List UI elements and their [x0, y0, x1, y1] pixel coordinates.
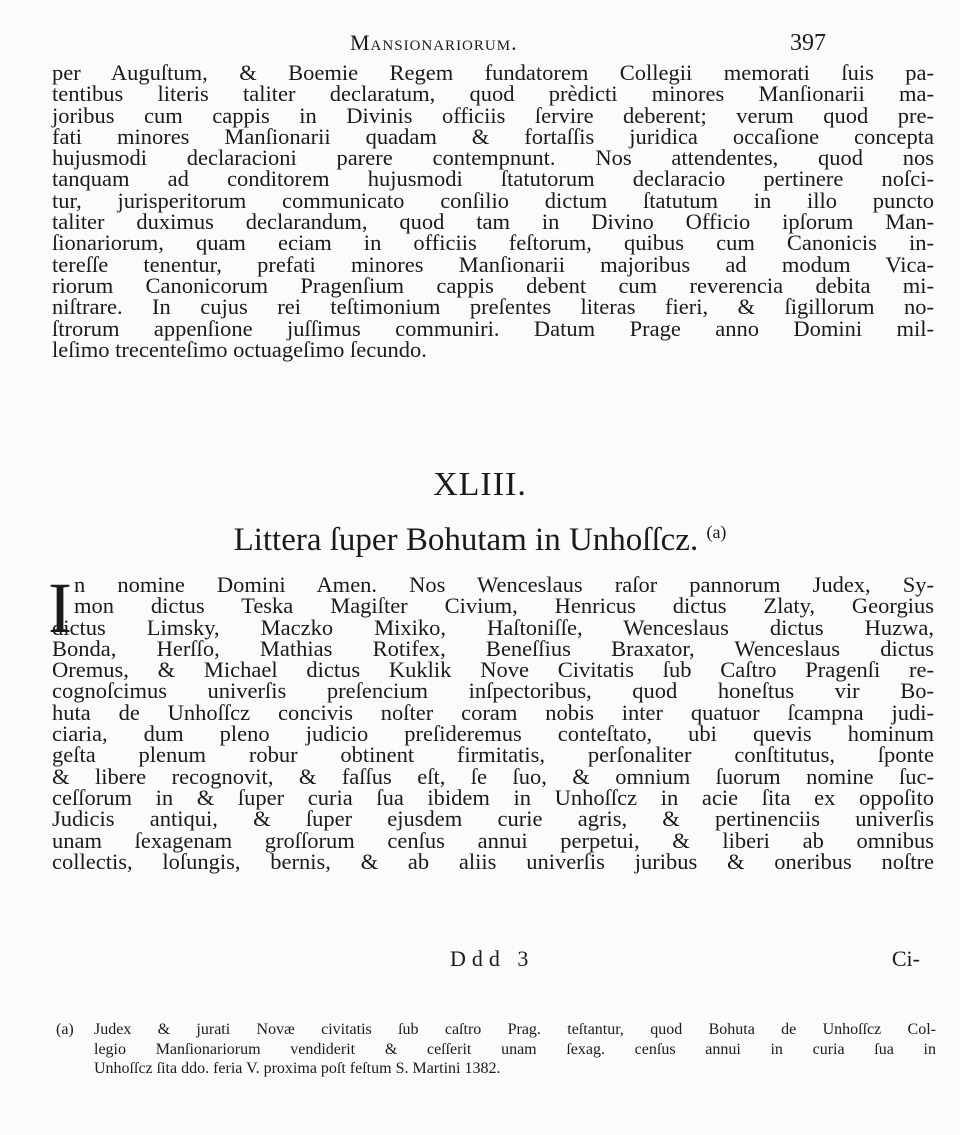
text-line: Oremus, & Michael dictus Kuklik Nove Civitatis ſub Caſtro Pragenſi re- — [52, 657, 934, 683]
text-line: taliter duximus declarandum, quod tam in Divino Officio ipſorum Man- — [52, 209, 934, 235]
text-line: niſtrare. In cujus rei teſtimonium preſentes literas fieri, & ſigillorum no- — [52, 294, 934, 320]
text-line: collectis, loſungis, bernis, & ab aliis univerſis juribus & oneribus noſtre — [52, 848, 934, 874]
text-line: ſionariorum, quam eciam in officiis feſtorum, quibus cum Canonicis in- — [52, 230, 934, 256]
body-text-bottom — [52, 574, 934, 872]
text-line: ceſſorum in & ſuper curia ſua ibidem in Unhoſſcz in acie ſita ex oppoſito — [52, 784, 934, 810]
text-line: cognoſcimus univerſis preſencium inſpectoribus, quod honeſtus vir Bo- — [52, 678, 934, 704]
text-line: ſtrorum appenſione juſſimus communiri. Datum Prage anno Domini mil- — [52, 315, 934, 341]
section-title-text: Littera ſuper Bohutam in Unhoſſcz. — [233, 522, 699, 558]
catchword: Ci- — [891, 946, 920, 971]
drop-cap: I — [48, 568, 72, 648]
footnote-line — [56, 1020, 936, 1040]
footnote-reference: (a) — [706, 522, 727, 542]
text-line: Judicis antiqui, & ſuper ejusdem curie agris, & pertinenciis univerſis — [52, 806, 934, 832]
text-line: fati minores Manſionarii quadam & fortaſſis juridica occaſione concepta — [52, 123, 934, 149]
text-line: tur, jurisperitorum communicato conſilio dictum ſtatutum in illo puncto — [52, 187, 934, 213]
text-line: geſta plenum robur obtinent firmitatis, perſonaliter conſtitutus, ſponte — [52, 742, 934, 768]
section-title — [0, 522, 960, 559]
footnote — [56, 1020, 936, 1079]
footnote-mark: (a) — [56, 1021, 74, 1038]
page-number: 397 — [790, 30, 826, 56]
text-line: joribus cum cappis in Divinis officiis ſervire deberent; verum quod pre- — [52, 102, 934, 128]
text-line: & libere recognovit, & faſſus eſt, ſe ſuo, & omnium ſuorum nomine ſuc- — [52, 763, 934, 789]
running-title: Mansionariorum. — [350, 30, 518, 55]
text-line: unam ſexagenam groſſorum cenſus annui perpetui, & liberi ab omnibus — [52, 827, 934, 853]
text-line: hujusmodi declaracioni parere contempnunt. Nos attendentes, quod nos — [52, 145, 934, 171]
section-number: XLIII. — [433, 466, 527, 503]
text-line: ciaria, dum pleno judicio preſideremus conteſtato, ubi quevis hominum — [52, 721, 934, 747]
signature-mark: Ddd 3 — [450, 946, 535, 971]
footnote-line: legio Manſionariorum vendiderit & ceſſerit unam ſexag. cenſus annui in curia ſua in — [94, 1040, 936, 1058]
text-line: per Auguſtum, & Boemie Regem fundatorem Collegii memorati ſuis pa- — [52, 60, 934, 85]
text-line: mon dictus Teska Magiſter Civium, Henricus dictus Zlaty, Georgius — [74, 593, 934, 619]
text-line: riorum Canonicorum Pragenſium cappis debent cum reverencia debita mi- — [52, 272, 934, 298]
text-line: n nomine Domini Amen. Nos Wenceslaus raſor pannorum Judex, Sy- — [74, 572, 934, 597]
text-line: tentibus literis taliter declaratum, quod prèdicti minores Manſionarii ma- — [52, 81, 934, 107]
text-line: Bonda, Herſſo, Mathias Rotifex, Beneſſius Braxator, Wenceslaus dictus — [52, 635, 934, 661]
footnote-text: Judex & jurati Novæ civitatis ſub caſtro Prag. teſtantur, quod Bohuta de Unhoſſcz Col- — [94, 1021, 936, 1038]
footnote-line: Unhoſſcz ſita ddo. feria V. proxima poſt feſtum S. Martini 1382. — [94, 1060, 501, 1077]
body-text-top — [52, 62, 934, 360]
text-line: tereſſe tenentur, prefati minores Manſionarii majoribus ad modum Vica- — [52, 251, 934, 277]
catchline — [52, 948, 934, 970]
text-line: tanquam ad conditorem hujusmodi ſtatutorum declaracio pertinere noſci- — [52, 166, 934, 192]
text-line: huta de Unhoſſcz concivis noſter coram nobis inter quatuor ſcampna judi- — [52, 699, 934, 725]
running-head — [0, 30, 960, 60]
text-line: dictus Limsky, Maczko Mixiko, Haſtoniſſe, Wenceslaus dictus Huzwa, — [52, 614, 934, 640]
text-line: leſimo trecenteſimo octuageſimo ſecundo. — [52, 336, 427, 362]
